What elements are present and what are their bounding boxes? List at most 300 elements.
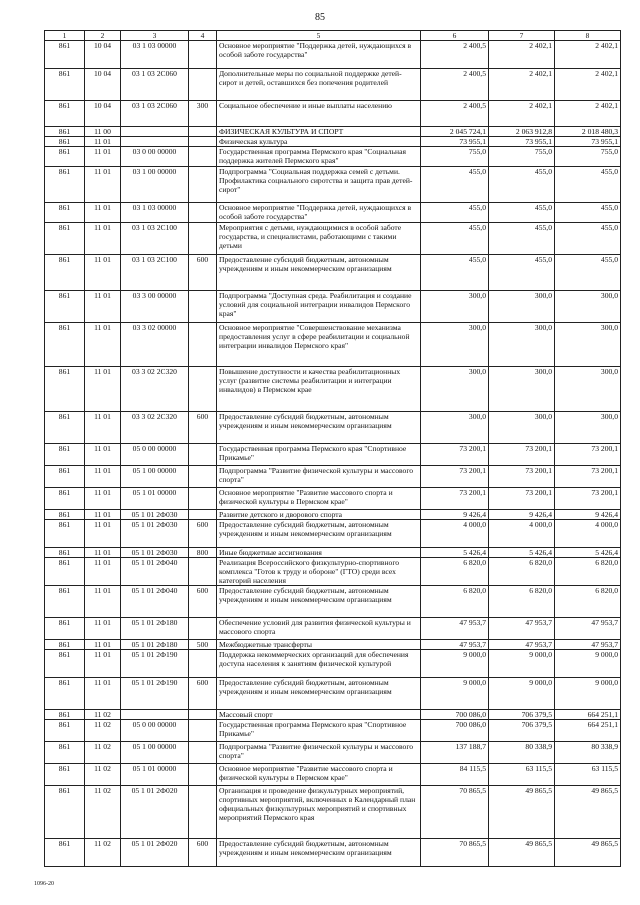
- item-name: Предоставление субсидий бюджетным, автономным учреждениям и иным некоммерческим организациям: [217, 586, 421, 618]
- table-row: [45, 720, 621, 742]
- target-article-code: 05 1 01 2Ф040: [121, 558, 189, 586]
- amount-year-2: 300,0: [489, 412, 555, 444]
- section-code: 11 01: [85, 323, 121, 367]
- expense-type-code: [189, 488, 217, 510]
- amount-year-3: 664 251,1: [555, 720, 621, 742]
- expense-type-code: [189, 69, 217, 101]
- table-row: [45, 742, 621, 764]
- amount-year-2: 706 379,5: [489, 720, 555, 742]
- target-article-code: [121, 127, 189, 137]
- item-name: Мероприятия с детьми, нуждающимися в особой заботе государства, и специалистами, работающими с такими детьми: [217, 223, 421, 255]
- amount-year-1: 73 200,1: [421, 444, 489, 466]
- ministry-code: 861: [45, 255, 85, 291]
- amount-year-1: 755,0: [421, 147, 489, 167]
- amount-year-3: 9 426,4: [555, 510, 621, 520]
- amount-year-1: 2 400,5: [421, 69, 489, 101]
- ministry-code: 861: [45, 412, 85, 444]
- expense-type-code: 600: [189, 255, 217, 291]
- amount-year-1: 6 820,0: [421, 558, 489, 586]
- table-row: [45, 710, 621, 720]
- amount-year-1: 455,0: [421, 203, 489, 223]
- expense-type-code: [189, 558, 217, 586]
- ministry-code: 861: [45, 323, 85, 367]
- item-name: Подпрограмма "Развитие физической культуры и массового спорта": [217, 466, 421, 488]
- target-article-code: [121, 137, 189, 147]
- amount-year-1: 70 865,5: [421, 839, 489, 867]
- page-number: 85: [315, 12, 325, 23]
- amount-year-2: 455,0: [489, 167, 555, 203]
- expense-type-code: [189, 444, 217, 466]
- table-row: [45, 291, 621, 323]
- amount-year-2: 300,0: [489, 323, 555, 367]
- item-name: Предоставление субсидий бюджетным, автономным учреждениям и иным некоммерческим организациям: [217, 412, 421, 444]
- amount-year-3: 2 402,1: [555, 101, 621, 127]
- amount-year-1: 300,0: [421, 291, 489, 323]
- section-code: 11 01: [85, 367, 121, 412]
- amount-year-3: 49 865,5: [555, 839, 621, 867]
- expense-type-code: [189, 291, 217, 323]
- item-name: Государственная программа Пермского края "Спортивное Прикамье": [217, 720, 421, 742]
- expense-type-code: 600: [189, 412, 217, 444]
- amount-year-1: 300,0: [421, 412, 489, 444]
- expense-type-code: 600: [189, 520, 217, 548]
- ministry-code: 861: [45, 640, 85, 650]
- expense-type-code: [189, 764, 217, 786]
- amount-year-3: 300,0: [555, 291, 621, 323]
- ministry-code: 861: [45, 548, 85, 558]
- expense-type-code: [189, 147, 217, 167]
- expense-type-code: [189, 742, 217, 764]
- section-code: 11 01: [85, 167, 121, 203]
- amount-year-2: 9 000,0: [489, 678, 555, 710]
- ministry-code: 861: [45, 650, 85, 678]
- ministry-code: 861: [45, 520, 85, 548]
- item-name: ФИЗИЧЕСКАЯ КУЛЬТУРА И СПОРТ: [217, 127, 421, 137]
- target-article-code: 03 3 00 00000: [121, 291, 189, 323]
- amount-year-1: 73 955,1: [421, 137, 489, 147]
- amount-year-1: 6 820,0: [421, 586, 489, 618]
- ministry-code: 861: [45, 147, 85, 167]
- section-code: 11 01: [85, 203, 121, 223]
- column-header: 1: [45, 31, 85, 41]
- table-row: [45, 101, 621, 127]
- target-article-code: 03 1 03 2С100: [121, 255, 189, 291]
- table-row: [45, 650, 621, 678]
- item-name: Организация и проведение физкультурных мероприятий, спортивных мероприятий, включенных в Календарный план официальных физкультурных мероприятий и спортивных мероприятий Пермского края: [217, 786, 421, 839]
- amount-year-2: 706 379,5: [489, 710, 555, 720]
- table-row: [45, 520, 621, 548]
- amount-year-1: 2 400,5: [421, 101, 489, 127]
- table-body: [45, 41, 621, 867]
- section-code: 11 01: [85, 618, 121, 640]
- item-name: Предоставление субсидий бюджетным, автономным учреждениям и иным некоммерческим организациям: [217, 520, 421, 548]
- amount-year-3: 4 000,0: [555, 520, 621, 548]
- amount-year-3: 664 251,1: [555, 710, 621, 720]
- section-code: 11 01: [85, 586, 121, 618]
- expense-type-code: [189, 167, 217, 203]
- amount-year-2: 9 426,4: [489, 510, 555, 520]
- ministry-code: 861: [45, 720, 85, 742]
- table-row: [45, 618, 621, 640]
- amount-year-1: 2 400,5: [421, 41, 489, 69]
- ministry-code: 861: [45, 367, 85, 412]
- section-code: 11 02: [85, 764, 121, 786]
- item-name: Обеспечение условий для развития физической культуры и массового спорта: [217, 618, 421, 640]
- amount-year-3: 5 426,4: [555, 548, 621, 558]
- amount-year-1: 73 200,1: [421, 466, 489, 488]
- header-row: [45, 31, 621, 41]
- table-row: [45, 548, 621, 558]
- section-code: 11 01: [85, 558, 121, 586]
- item-name: Дополнительные меры по социальной поддержке детей-сирот и детей, оставшихся без попечения родителей: [217, 69, 421, 101]
- amount-year-2: 300,0: [489, 367, 555, 412]
- item-name: Предоставление субсидий бюджетным, автономным учреждениям и иным некоммерческим организациям: [217, 255, 421, 291]
- target-article-code: 03 1 03 00000: [121, 203, 189, 223]
- section-code: 11 01: [85, 520, 121, 548]
- section-code: 11 01: [85, 412, 121, 444]
- target-article-code: 05 1 01 2Ф180: [121, 640, 189, 650]
- item-name: Государственная программа Пермского края "Социальная поддержка жителей Пермского края": [217, 147, 421, 167]
- item-name: Подпрограмма "Доступная среда. Реабилитация и создание условий для социальной интеграции инвалидов Пермского края": [217, 291, 421, 323]
- amount-year-2: 6 820,0: [489, 586, 555, 618]
- ministry-code: 861: [45, 223, 85, 255]
- column-header: 4: [189, 31, 217, 41]
- amount-year-1: 9 000,0: [421, 650, 489, 678]
- ministry-code: 861: [45, 444, 85, 466]
- section-code: 11 01: [85, 223, 121, 255]
- footer-code: 1096-20: [34, 881, 54, 887]
- target-article-code: 05 1 01 00000: [121, 764, 189, 786]
- section-code: 11 01: [85, 147, 121, 167]
- table-row: [45, 839, 621, 867]
- target-article-code: 03 3 02 00000: [121, 323, 189, 367]
- item-name: Реализация Всероссийского физкультурно-спортивного комплекса "Готов к труду и обороне" (ГТО) среди всех категорий населения: [217, 558, 421, 586]
- ministry-code: 861: [45, 764, 85, 786]
- amount-year-1: 84 115,5: [421, 764, 489, 786]
- target-article-code: 05 1 01 2Ф190: [121, 650, 189, 678]
- amount-year-2: 455,0: [489, 255, 555, 291]
- expense-type-code: [189, 720, 217, 742]
- amount-year-2: 80 338,9: [489, 742, 555, 764]
- table-row: [45, 137, 621, 147]
- item-name: Основное мероприятие "Совершенствование механизма предоставления услуг в сфере реабилитации и социальной интеграции инвалидов Пермского края": [217, 323, 421, 367]
- table-row: [45, 466, 621, 488]
- target-article-code: 05 1 01 2Ф040: [121, 586, 189, 618]
- expense-type-code: 600: [189, 839, 217, 867]
- item-name: Повышение доступности и качества реабилитационных услуг (развитие системы реабилитации и интеграции инвалидов) в Пермском крае: [217, 367, 421, 412]
- target-article-code: 03 1 03 2С100: [121, 223, 189, 255]
- section-code: 11 01: [85, 466, 121, 488]
- expense-type-code: 600: [189, 586, 217, 618]
- amount-year-3: 63 115,5: [555, 764, 621, 786]
- amount-year-1: 700 086,0: [421, 710, 489, 720]
- ministry-code: 861: [45, 291, 85, 323]
- table-row: [45, 412, 621, 444]
- target-article-code: 05 1 01 2Ф020: [121, 839, 189, 867]
- expense-type-code: [189, 127, 217, 137]
- table-row: [45, 444, 621, 466]
- target-article-code: 05 1 01 2Ф180: [121, 618, 189, 640]
- table-row: [45, 510, 621, 520]
- section-code: 11 02: [85, 786, 121, 839]
- amount-year-1: 455,0: [421, 223, 489, 255]
- amount-year-3: 49 865,5: [555, 786, 621, 839]
- section-code: 11 01: [85, 444, 121, 466]
- ministry-code: 861: [45, 488, 85, 510]
- section-code: 11 02: [85, 720, 121, 742]
- amount-year-3: 455,0: [555, 167, 621, 203]
- target-article-code: 05 1 01 2Ф030: [121, 510, 189, 520]
- section-code: 11 01: [85, 137, 121, 147]
- amount-year-3: 80 338,9: [555, 742, 621, 764]
- table-row: [45, 255, 621, 291]
- amount-year-1: 70 865,5: [421, 786, 489, 839]
- amount-year-2: 9 000,0: [489, 650, 555, 678]
- amount-year-3: 6 820,0: [555, 586, 621, 618]
- amount-year-3: 2 018 480,3: [555, 127, 621, 137]
- item-name: Подпрограмма "Развитие физической культуры и массового спорта": [217, 742, 421, 764]
- amount-year-2: 73 200,1: [489, 444, 555, 466]
- target-article-code: 05 0 00 00000: [121, 444, 189, 466]
- amount-year-2: 49 865,5: [489, 839, 555, 867]
- target-article-code: 05 1 01 2Ф030: [121, 520, 189, 548]
- expense-type-code: [189, 710, 217, 720]
- expense-type-code: [189, 137, 217, 147]
- table-row: [45, 367, 621, 412]
- expense-type-code: [189, 618, 217, 640]
- section-code: 11 01: [85, 650, 121, 678]
- amount-year-1: 9 000,0: [421, 678, 489, 710]
- table-row: [45, 764, 621, 786]
- expense-type-code: [189, 510, 217, 520]
- amount-year-3: 300,0: [555, 412, 621, 444]
- column-header: 2: [85, 31, 121, 41]
- table-row: [45, 488, 621, 510]
- ministry-code: 861: [45, 839, 85, 867]
- target-article-code: 05 1 01 2Ф190: [121, 678, 189, 710]
- item-name: Иные бюджетные ассигнования: [217, 548, 421, 558]
- section-code: 11 02: [85, 742, 121, 764]
- amount-year-2: 47 953,7: [489, 618, 555, 640]
- table-row: [45, 678, 621, 710]
- ministry-code: 861: [45, 101, 85, 127]
- item-name: Государственная программа Пермского края "Спортивное Прикамье": [217, 444, 421, 466]
- ministry-code: 861: [45, 786, 85, 839]
- ministry-code: 861: [45, 466, 85, 488]
- section-code: 11 01: [85, 255, 121, 291]
- ministry-code: 861: [45, 127, 85, 137]
- item-name: Предоставление субсидий бюджетным, автономным учреждениям и иным некоммерческим организациям: [217, 678, 421, 710]
- amount-year-3: 755,0: [555, 147, 621, 167]
- amount-year-3: 300,0: [555, 323, 621, 367]
- table-row: [45, 203, 621, 223]
- item-name: Развитие детского и дворового спорта: [217, 510, 421, 520]
- ministry-code: 861: [45, 618, 85, 640]
- amount-year-3: 6 820,0: [555, 558, 621, 586]
- section-code: 11 01: [85, 291, 121, 323]
- expense-type-code: 800: [189, 548, 217, 558]
- table-row: [45, 786, 621, 839]
- target-article-code: 05 1 01 00000: [121, 488, 189, 510]
- column-header: 7: [489, 31, 555, 41]
- amount-year-3: 2 402,1: [555, 41, 621, 69]
- expense-type-code: [189, 203, 217, 223]
- expense-type-code: [189, 367, 217, 412]
- section-code: 10 04: [85, 101, 121, 127]
- expense-type-code: [189, 466, 217, 488]
- amount-year-1: 455,0: [421, 255, 489, 291]
- amount-year-2: 73 200,1: [489, 466, 555, 488]
- target-article-code: 03 3 02 2С320: [121, 367, 189, 412]
- amount-year-3: 455,0: [555, 255, 621, 291]
- table-row: [45, 558, 621, 586]
- target-article-code: 05 1 00 00000: [121, 742, 189, 764]
- target-article-code: 03 3 02 2С320: [121, 412, 189, 444]
- section-code: 11 01: [85, 488, 121, 510]
- table-row: [45, 167, 621, 203]
- target-article-code: 03 1 03 00000: [121, 41, 189, 69]
- ministry-code: 861: [45, 510, 85, 520]
- column-header: 8: [555, 31, 621, 41]
- target-article-code: 03 0 00 00000: [121, 147, 189, 167]
- amount-year-3: 73 200,1: [555, 466, 621, 488]
- ministry-code: 861: [45, 203, 85, 223]
- expense-type-code: 600: [189, 678, 217, 710]
- ministry-code: 861: [45, 678, 85, 710]
- expense-type-code: [189, 41, 217, 69]
- item-name: Подпрограмма "Социальная поддержка семей с детьми. Профилактика социального сиротства и защита прав детей-сирот": [217, 167, 421, 203]
- amount-year-2: 2 063 912,8: [489, 127, 555, 137]
- amount-year-1: 5 426,4: [421, 548, 489, 558]
- amount-year-3: 2 402,1: [555, 69, 621, 101]
- amount-year-1: 700 086,0: [421, 720, 489, 742]
- amount-year-1: 4 000,0: [421, 520, 489, 548]
- table-row: [45, 223, 621, 255]
- item-name: Межбюджетные трансферты: [217, 640, 421, 650]
- amount-year-1: 300,0: [421, 367, 489, 412]
- section-code: 11 01: [85, 640, 121, 650]
- section-code: 10 04: [85, 69, 121, 101]
- amount-year-2: 73 200,1: [489, 488, 555, 510]
- amount-year-3: 73 955,1: [555, 137, 621, 147]
- expense-type-code: [189, 223, 217, 255]
- amount-year-2: 4 000,0: [489, 520, 555, 548]
- amount-year-3: 9 000,0: [555, 678, 621, 710]
- amount-year-1: 47 953,7: [421, 640, 489, 650]
- section-code: 11 01: [85, 548, 121, 558]
- budget-table: [44, 30, 621, 867]
- amount-year-2: 2 402,1: [489, 41, 555, 69]
- amount-year-2: 455,0: [489, 223, 555, 255]
- amount-year-2: 2 402,1: [489, 69, 555, 101]
- item-name: Основное мероприятие "Развитие массового спорта и физической культуры в Пермском крае": [217, 764, 421, 786]
- amount-year-2: 5 426,4: [489, 548, 555, 558]
- item-name: Поддержка некоммерческих организаций для обеспечения доступа населения к занятиям физической культурой: [217, 650, 421, 678]
- table-row: [45, 586, 621, 618]
- ministry-code: 861: [45, 137, 85, 147]
- section-code: 10 04: [85, 41, 121, 69]
- item-name: Предоставление субсидий бюджетным, автономным учреждениям и иным некоммерческим организациям: [217, 839, 421, 867]
- column-header: 6: [421, 31, 489, 41]
- table-row: [45, 41, 621, 69]
- amount-year-1: 73 200,1: [421, 488, 489, 510]
- item-name: Социальное обеспечение и иные выплаты населению: [217, 101, 421, 127]
- ministry-code: 861: [45, 167, 85, 203]
- ministry-code: 861: [45, 41, 85, 69]
- table-row: [45, 323, 621, 367]
- table-row: [45, 640, 621, 650]
- expense-type-code: 300: [189, 101, 217, 127]
- amount-year-3: 47 953,7: [555, 640, 621, 650]
- amount-year-2: 47 953,7: [489, 640, 555, 650]
- ministry-code: 861: [45, 558, 85, 586]
- amount-year-2: 300,0: [489, 291, 555, 323]
- amount-year-2: 63 115,5: [489, 764, 555, 786]
- target-article-code: 03 1 00 00000: [121, 167, 189, 203]
- table-row: [45, 69, 621, 101]
- amount-year-2: 2 402,1: [489, 101, 555, 127]
- target-article-code: 05 1 01 2Ф020: [121, 786, 189, 839]
- column-header: 3: [121, 31, 189, 41]
- amount-year-1: 2 045 724,1: [421, 127, 489, 137]
- ministry-code: 861: [45, 586, 85, 618]
- target-article-code: [121, 710, 189, 720]
- section-code: 11 00: [85, 127, 121, 137]
- amount-year-3: 455,0: [555, 223, 621, 255]
- column-header: 5: [217, 31, 421, 41]
- amount-year-3: 455,0: [555, 203, 621, 223]
- amount-year-1: 300,0: [421, 323, 489, 367]
- amount-year-2: 49 865,5: [489, 786, 555, 839]
- section-code: 11 01: [85, 510, 121, 520]
- amount-year-3: 9 000,0: [555, 650, 621, 678]
- target-article-code: 05 0 00 00000: [121, 720, 189, 742]
- amount-year-3: 73 200,1: [555, 488, 621, 510]
- item-name: Основное мероприятие "Поддержка детей, нуждающихся в особой заботе государства": [217, 203, 421, 223]
- ministry-code: 861: [45, 710, 85, 720]
- amount-year-1: 455,0: [421, 167, 489, 203]
- expense-type-code: [189, 323, 217, 367]
- item-name: Массовый спорт: [217, 710, 421, 720]
- amount-year-2: 6 820,0: [489, 558, 555, 586]
- target-article-code: 03 1 03 2С060: [121, 69, 189, 101]
- amount-year-3: 47 953,7: [555, 618, 621, 640]
- amount-year-2: 455,0: [489, 203, 555, 223]
- section-code: 11 02: [85, 710, 121, 720]
- amount-year-1: 9 426,4: [421, 510, 489, 520]
- amount-year-2: 755,0: [489, 147, 555, 167]
- item-name: Основное мероприятие "Развитие массового спорта и физической культуры в Пермском крае": [217, 488, 421, 510]
- amount-year-2: 73 955,1: [489, 137, 555, 147]
- section-code: 11 02: [85, 839, 121, 867]
- expense-type-code: [189, 786, 217, 839]
- table-row: [45, 127, 621, 137]
- expense-type-code: 500: [189, 640, 217, 650]
- ministry-code: 861: [45, 742, 85, 764]
- amount-year-1: 47 953,7: [421, 618, 489, 640]
- target-article-code: 03 1 03 2С060: [121, 101, 189, 127]
- amount-year-1: 137 188,7: [421, 742, 489, 764]
- table-row: [45, 147, 621, 167]
- item-name: Основное мероприятие "Поддержка детей, нуждающихся в особой заботе государства": [217, 41, 421, 69]
- expense-type-code: [189, 650, 217, 678]
- ministry-code: 861: [45, 69, 85, 101]
- amount-year-3: 73 200,1: [555, 444, 621, 466]
- section-code: 11 01: [85, 678, 121, 710]
- target-article-code: 05 1 00 00000: [121, 466, 189, 488]
- target-article-code: 05 1 01 2Ф030: [121, 548, 189, 558]
- item-name: Физическая культура: [217, 137, 421, 147]
